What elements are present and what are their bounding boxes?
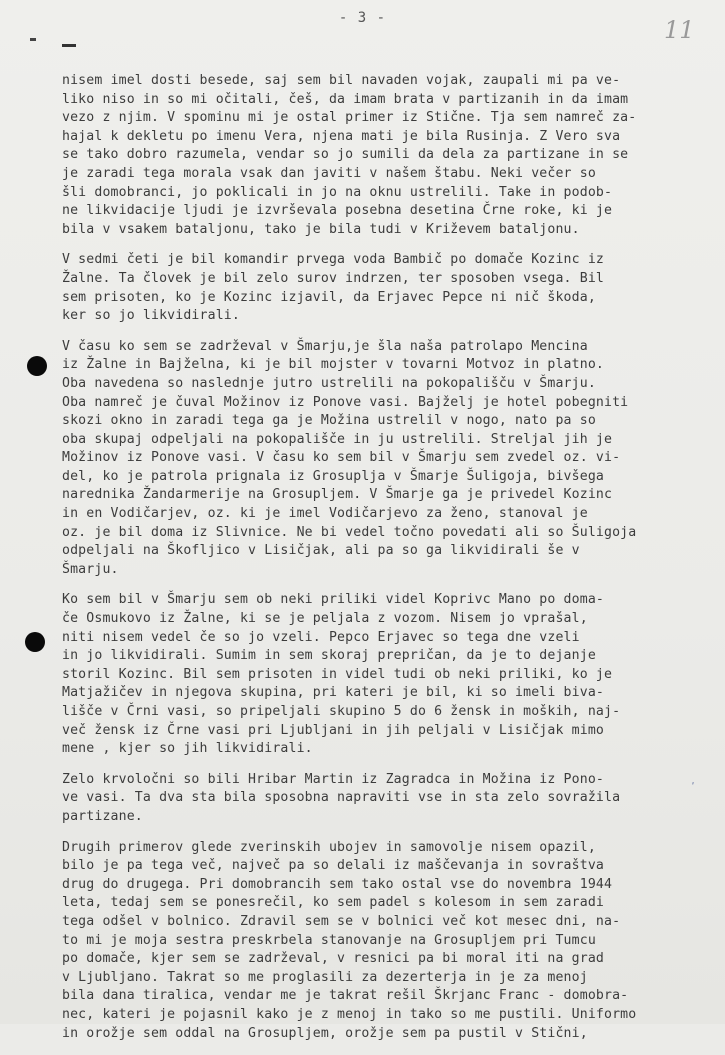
text-line: in orožje sem oddal na Grosupljem, orožje sem pa pustil v Stični, <box>62 1025 588 1041</box>
text-line: oba skupaj odpeljali na pokopališče in ju ustrelili. Streljal jih je <box>62 431 613 447</box>
text-line: Matjažičev in njegova skupina, pri kateri je bil, ki so imeli biva- <box>62 685 604 701</box>
text-line: niti nisem vedel če so jo vzeli. Pepco Erjavec so tega dne vzeli <box>62 629 580 645</box>
text-line: skozi okno in zaradi tega ga je Možina ustrelil v nogo, nato pa so <box>62 413 596 429</box>
text-line: lišče v Črni vasi, so pripeljali skupino 5 do 6 žensk in moških, naj- <box>62 704 621 719</box>
text-line: iz Žalne in Bajželna, ki je bil mojster v tovarni Motvoz in platno. <box>62 357 604 373</box>
text-line: Oba namreč je čuval Možinov iz Ponove vasi. Bajželj je hotel pobegniti <box>62 394 629 410</box>
paragraph <box>62 72 712 239</box>
typewritten-text <box>62 72 712 1055</box>
text-line: del, ko je patrola prignala iz Grosuplja v Šmarje Šuligoja, bivšega <box>62 468 604 484</box>
text-line: in en Vodičarjev, oz. ki je imel Vodičarjevo za ženo, stanoval je <box>62 506 588 522</box>
text-line: v Ljubljano. Takrat so me proglasili za dezerterja in je za menoj <box>62 969 588 985</box>
text-line: V sedmi četi je bil komandir prvega voda Bambič po domače Kozinc iz <box>62 252 604 268</box>
text-line: Ko sem bil v Šmarju sem ob neki priliki videl Koprivc Mano po doma- <box>62 592 604 608</box>
text-line: hajal k dekletu po imenu Vera, njena mati je bila Rusinja. Z Vero sva <box>62 128 621 144</box>
text-line: nisem imel dosti besede, saj sem bil navaden vojak, zaupali mi pa ve- <box>62 73 621 88</box>
text-line: V času ko sem se zadrževal v Šmarju,je šla naša patrolapo Mencina <box>62 338 588 354</box>
pen-mark: ʹ <box>690 782 697 793</box>
text-line: ve vasi. Ta dva sta bila sposobna napraviti vse in sta zelo sovražila <box>62 790 621 806</box>
paragraph <box>62 251 712 325</box>
paragraph <box>62 338 712 580</box>
text-line: sem prisoten, ko je Kozinc izjavil, da Erjavec Pepce ni nič škoda, <box>62 289 596 305</box>
ink-mark <box>30 38 36 41</box>
text-line: nec, kateri je pojasnil kako je z menoj in tako so me pustili. Uniformo <box>62 1006 637 1022</box>
text-line: tega odšel v bolnico. Zdravil sem se v bolnici več kot mesec dni, na- <box>62 913 621 929</box>
text-line: več žensk iz Črne vasi pri Ljubljani in jih peljali v Lisičjak mimo <box>62 722 604 738</box>
text-line: bila v vsakem bataljonu, tako je bila tudi v Križevem bataljonu. <box>62 221 580 237</box>
text-line: oz. je bil doma iz Slivnice. Ne bi vedel točno povedati ali so Šuligoja <box>62 524 637 540</box>
text-line: odpeljali na Škofljico v Lisičjak, ali pa so ga likvidirali še v <box>62 543 580 559</box>
text-line: je zaradi tega morala vsak dan javiti v našem štabu. Neki večer so <box>62 165 596 181</box>
paragraph <box>62 771 712 827</box>
text-line: Drugih primerov glede zverinskih ubojev in samovolje nisem opazil, <box>62 839 596 855</box>
text-line: bila dana tiralica, vendar me je takrat rešil Škrjanc Franc - domobra- <box>62 988 629 1004</box>
text-line: in jo likvidirali. Sumim in sem skoraj prepričan, da je to dejanje <box>62 648 596 664</box>
text-line: Šmarju. <box>62 561 119 577</box>
text-line: narednika Žandarmerije na Grosupljem. V Šmarje ga je privedel Kozinc <box>62 487 613 503</box>
text-line: se tako dobro razumela, vendar so jo sumili da dela za partizane in se <box>62 147 629 163</box>
text-line: po domače, kjer sem se zadrževal, v resnici pa bi moral iti na grad <box>62 951 604 967</box>
text-line: vezo z njim. V spominu mi je ostal primer iz Stične. Tja sem namreč za- <box>62 110 637 126</box>
text-line: mene , kjer so jih likvidirali. <box>62 741 313 757</box>
punch-hole <box>25 632 45 652</box>
punch-hole <box>27 356 47 376</box>
text-line: liko niso in so mi očitali, češ, da imam brata v partizanih in da imam <box>62 91 629 107</box>
text-line: šli domobranci, jo poklicali in jo na oknu ustrelili. Take in podob- <box>62 184 613 200</box>
text-line: Žalne. Ta človek je bil zelo surov indrzen, ter sposoben vsega. Bil <box>62 270 604 286</box>
text-line: leta, tedaj sem se ponesrečil, ko sem padel s kolesom in sem zaradi <box>62 895 604 911</box>
paragraph <box>62 839 712 1044</box>
text-line: bilo je pa tega več, največ pa so delali iz maščevanja in sovraštva <box>62 858 604 874</box>
text-line: storil Kozinc. Bil sem prisoten in videl tudi ob neki priliki, ko je <box>62 666 613 682</box>
handwritten-page-number: 11 <box>664 16 695 44</box>
text-line: Zelo krvoločni so bili Hribar Martin iz Zagradca in Možina iz Pono- <box>62 771 604 787</box>
page-number: - 3 - <box>338 10 387 26</box>
text-line: ne likvidacije ljudi je izvrševala posebna desetina Črne roke, ki je <box>62 203 613 219</box>
text-line: če Osmukovo iz Žalne, ki se je peljala z vozom. Nisem jo vprašal, <box>62 611 588 627</box>
text-line: drug do drugega. Pri domobrancih sem tako ostal vse do novembra 1944 <box>62 876 613 892</box>
ink-mark <box>62 44 76 47</box>
paragraph <box>62 591 712 758</box>
text-line: to mi je moja sestra preskrbela stanovanje na Grosupljem pri Tumcu <box>62 932 596 948</box>
text-line: ker so jo likvidirali. <box>62 308 240 324</box>
text-line: Možinov iz Ponove vasi. V času ko sem bil v Šmarju sem zvedel oz. vi- <box>62 450 621 466</box>
text-line: Oba navedena so naslednje jutro ustrelili na pokopališču v Šmarju. <box>62 375 596 391</box>
text-line: partizane. <box>62 808 143 824</box>
